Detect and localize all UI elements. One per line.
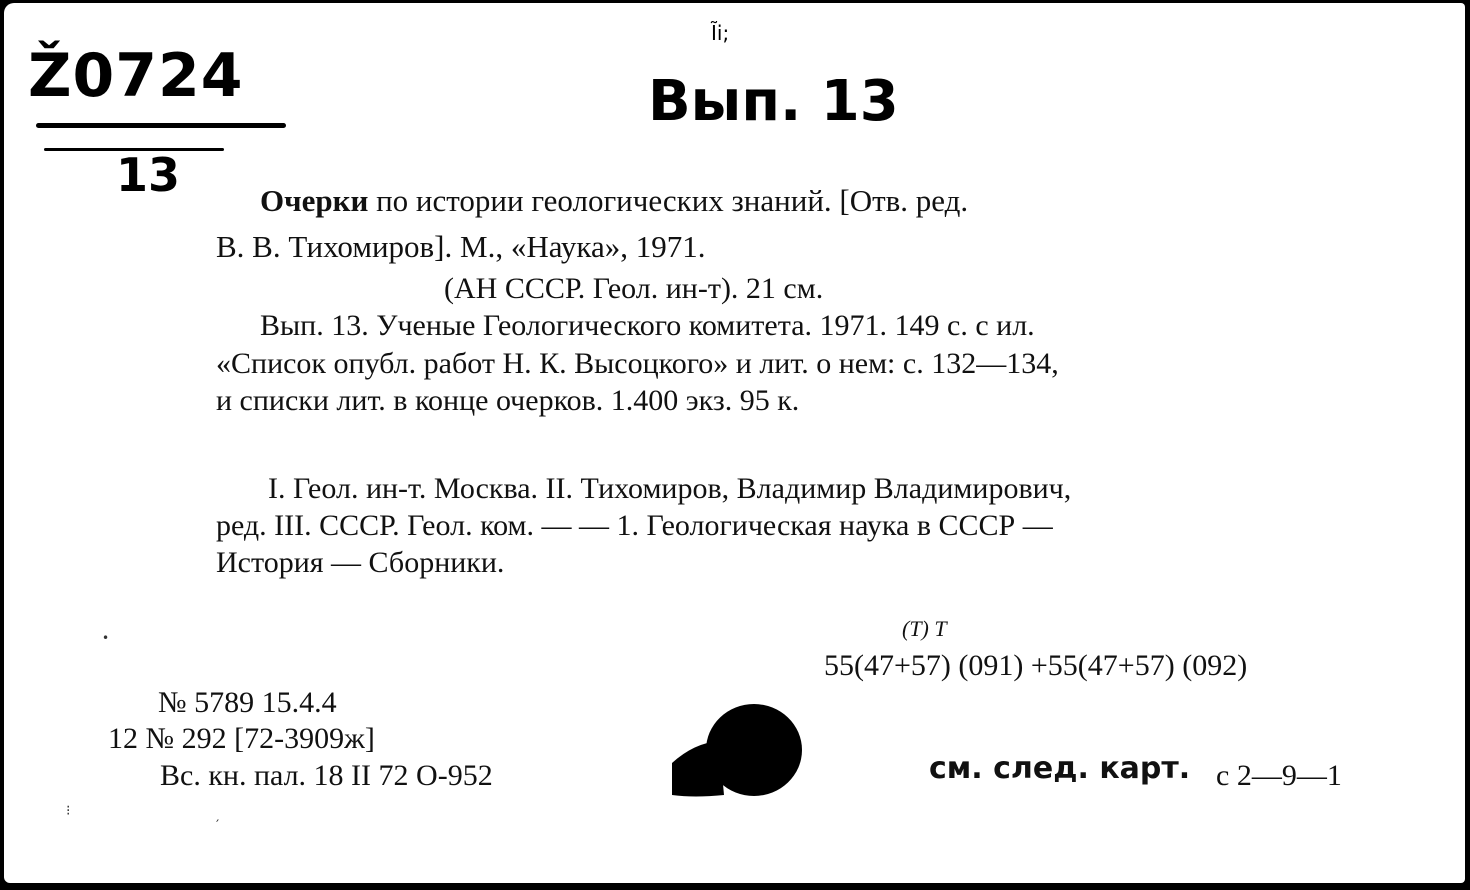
volume-line: «Список опубл. работ Н. К. Высоцкого» и лит. о нем: с. 132—134, [216, 347, 1059, 380]
volume-label-handwritten: Вып. 13 [648, 69, 899, 134]
dust-speck: ′ [216, 818, 220, 834]
see-next-card: см. след. карт. [929, 751, 1191, 786]
tracing-line: I. Геол. ин-т. Москва. II. Тихомиров, Владимир Владимирович, [268, 472, 1072, 505]
ink-blot [664, 703, 804, 798]
print-number: 12 № 292 [72-3909ж] [108, 722, 375, 755]
dust-speck: • [102, 631, 110, 645]
series-line: (АН СССР. Геол. ин-т). 21 см. [444, 272, 824, 305]
order-number: № 5789 15.4.4 [158, 686, 337, 719]
title-line [260, 183, 968, 219]
book-chamber-line: Вс. кн. пал. 18 II 72 О-952 [160, 759, 493, 792]
catalog-card [4, 3, 1465, 883]
volume-number-handwritten: 13 [116, 148, 181, 202]
classification-index: 55(47+57) (091) +55(47+57) (092) [824, 649, 1248, 682]
tracing-line: История — Сборники. [216, 546, 505, 579]
accession-number: Ž0724 [28, 41, 244, 111]
tracing-line: ред. III. СССР. Геол. ком. — — 1. Геологическая наука в СССР — [216, 509, 1053, 542]
title-rest: по истории геологических знаний. [Отв. ред. [368, 183, 969, 218]
volume-line: Вып. 13. Ученые Геологического комитета. 1971. 149 с. с ил. [260, 309, 1035, 342]
dust-speck: ⁝ [66, 803, 71, 819]
ink-mark-top: Ĩi; [711, 21, 730, 45]
volume-line: и списки лит. в конце очерков. 1.400 экз. 95 к. [216, 384, 800, 417]
pencil-marks: (Т) Т [902, 616, 947, 641]
card-code: с 2—9—1 [1216, 759, 1342, 792]
accession-underline [36, 123, 286, 128]
editor-line: В. В. Тихомиров]. М., «Наука», 1971. [216, 229, 706, 264]
title-lead: Очерки [260, 183, 369, 218]
